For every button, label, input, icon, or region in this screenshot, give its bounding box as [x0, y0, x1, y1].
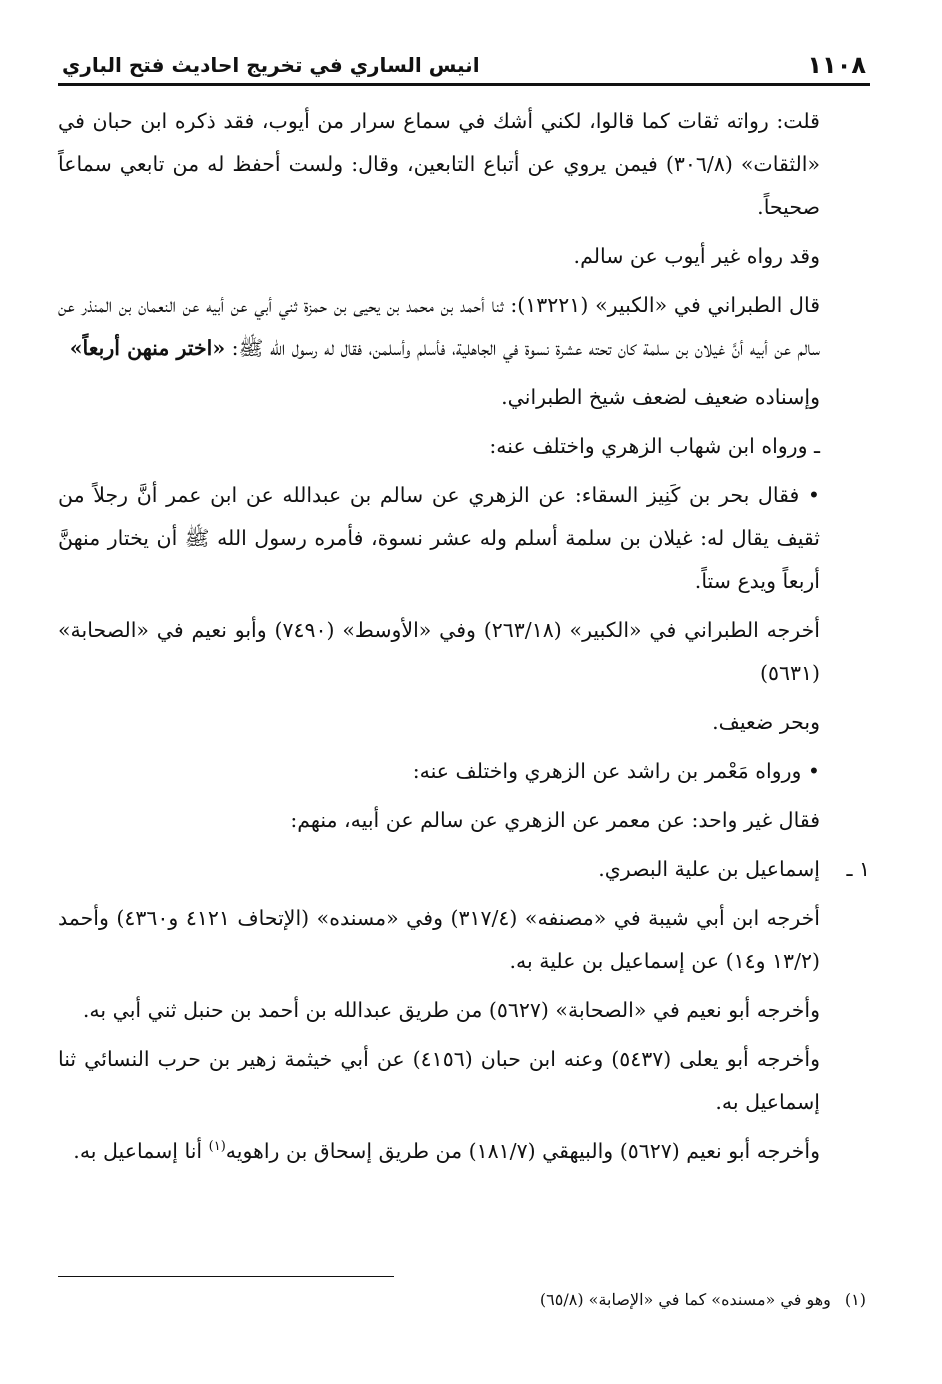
paragraph-text: أنا إسماعيل به. — [73, 1139, 209, 1163]
paragraph: قلت: رواته ثقات كما قالوا، لكني أشك في سماع سرار من أيوب، فقد ذكره ابن حبان في «الثقات» (٣٠٦/٨) فيمن يروي عن أتباع التابعين، وقال: ولست أحفظ له من تابعي سماعاً صحيحاً. — [58, 109, 820, 219]
running-title: انيس الساري في تخريج احاديث فتح الباري — [62, 53, 480, 77]
paragraph: وقد رواه غير أيوب عن سالم. — [573, 244, 820, 268]
footnote-marker[interactable]: (١) — [208, 1139, 226, 1155]
paragraph: وإسناده ضعيف لضعف شيخ الطبراني. — [501, 385, 820, 409]
footnote — [540, 1288, 866, 1312]
paragraph — [58, 284, 870, 370]
paragraph: ـ ورواه ابن شهاب الزهري واختلف عنه: — [489, 434, 820, 458]
page-number: ١١٠٨ — [807, 51, 866, 79]
paragraph — [58, 1130, 870, 1173]
footnote-divider — [58, 1276, 394, 1277]
book-page — [58, 48, 870, 1348]
paragraph: فقال غير واحد: عن معمر عن الزهري عن سالم عن أبيه، منهم: — [290, 808, 820, 832]
paragraph: وبحر ضعيف. — [712, 710, 820, 734]
paragraph: وأخرجه أبو يعلى (٥٤٣٧) وعنه ابن حبان (٤١٥٦) عن أبي خيثمة زهير بن حرب النسائي ثنا إسماعيل به. — [58, 1047, 821, 1114]
list-number: ١ ـ — [846, 857, 870, 881]
list-text: إسماعيل بن علية البصري. — [598, 857, 820, 881]
page-header — [58, 48, 870, 86]
footnote-text: وهو في «مسنده» كما في «الإصابة» (٦٥/٨) — [539, 1290, 831, 1309]
paragraph-text: وأخرجه أبو نعيم (٥٦٢٧) والبيهقي (١٨١/٧) من طريق إسحاق بن راهويه — [225, 1139, 820, 1163]
list-item — [58, 848, 870, 891]
paragraph: أخرجه الطبراني في «الكبير» (٢٦٣/١٨) وفي «الأوسط» (٧٤٩٠) وأبو نعيم في «الصحابة» (٥٦٣١) — [58, 618, 820, 685]
body-text — [58, 100, 870, 1173]
paragraph: • فقال بحر بن كَنِيز السقاء: عن الزهري عن سالم بن عبدالله عن ابن عمر أنَّ رجلاً من ثقيف يقال له: غيلان بن سلمة أسلم وله عشر نسوة، فأمره رسول الله ﷺ أن يختار منهنَّ أربعاً ويدع ستاً. — [58, 483, 820, 593]
paragraph: وأخرجه أبو نعيم في «الصحابة» (٥٦٢٧) من طريق عبدالله بن أحمد بن حنبل ثني أبي به. — [82, 998, 820, 1022]
paragraph-text: قال الطبراني في «الكبير» (١٣٢٢١): ثنا أحمد بن محمد بن يحيى بن حمزة ثني أبي عن أبيه عن النعمان بن المنذر عن سالم عن أبيه أنَّ غيلان بن سلمة كان تحته عشرة نسوة في الجاهلية، فأسلم وأسلمن، فقال له رسول الله ﷺ: — [58, 293, 821, 360]
paragraph: • ورواه مَعْمر بن راشد عن الزهري واختلف عنه: — [412, 759, 820, 783]
paragraph: أخرجه ابن أبي شيبة في «مصنفه» (٣١٧/٤) وفي «مسنده» (الإتحاف ٤١٢١ و٤٣٦٠) وأحمد (١٣/٢ و١٤) عن إسماعيل بن علية به. — [58, 906, 820, 973]
hadith-quote: «اختر منهن أربعاً» — [69, 336, 226, 360]
footnote-number: (١) — [844, 1290, 866, 1309]
